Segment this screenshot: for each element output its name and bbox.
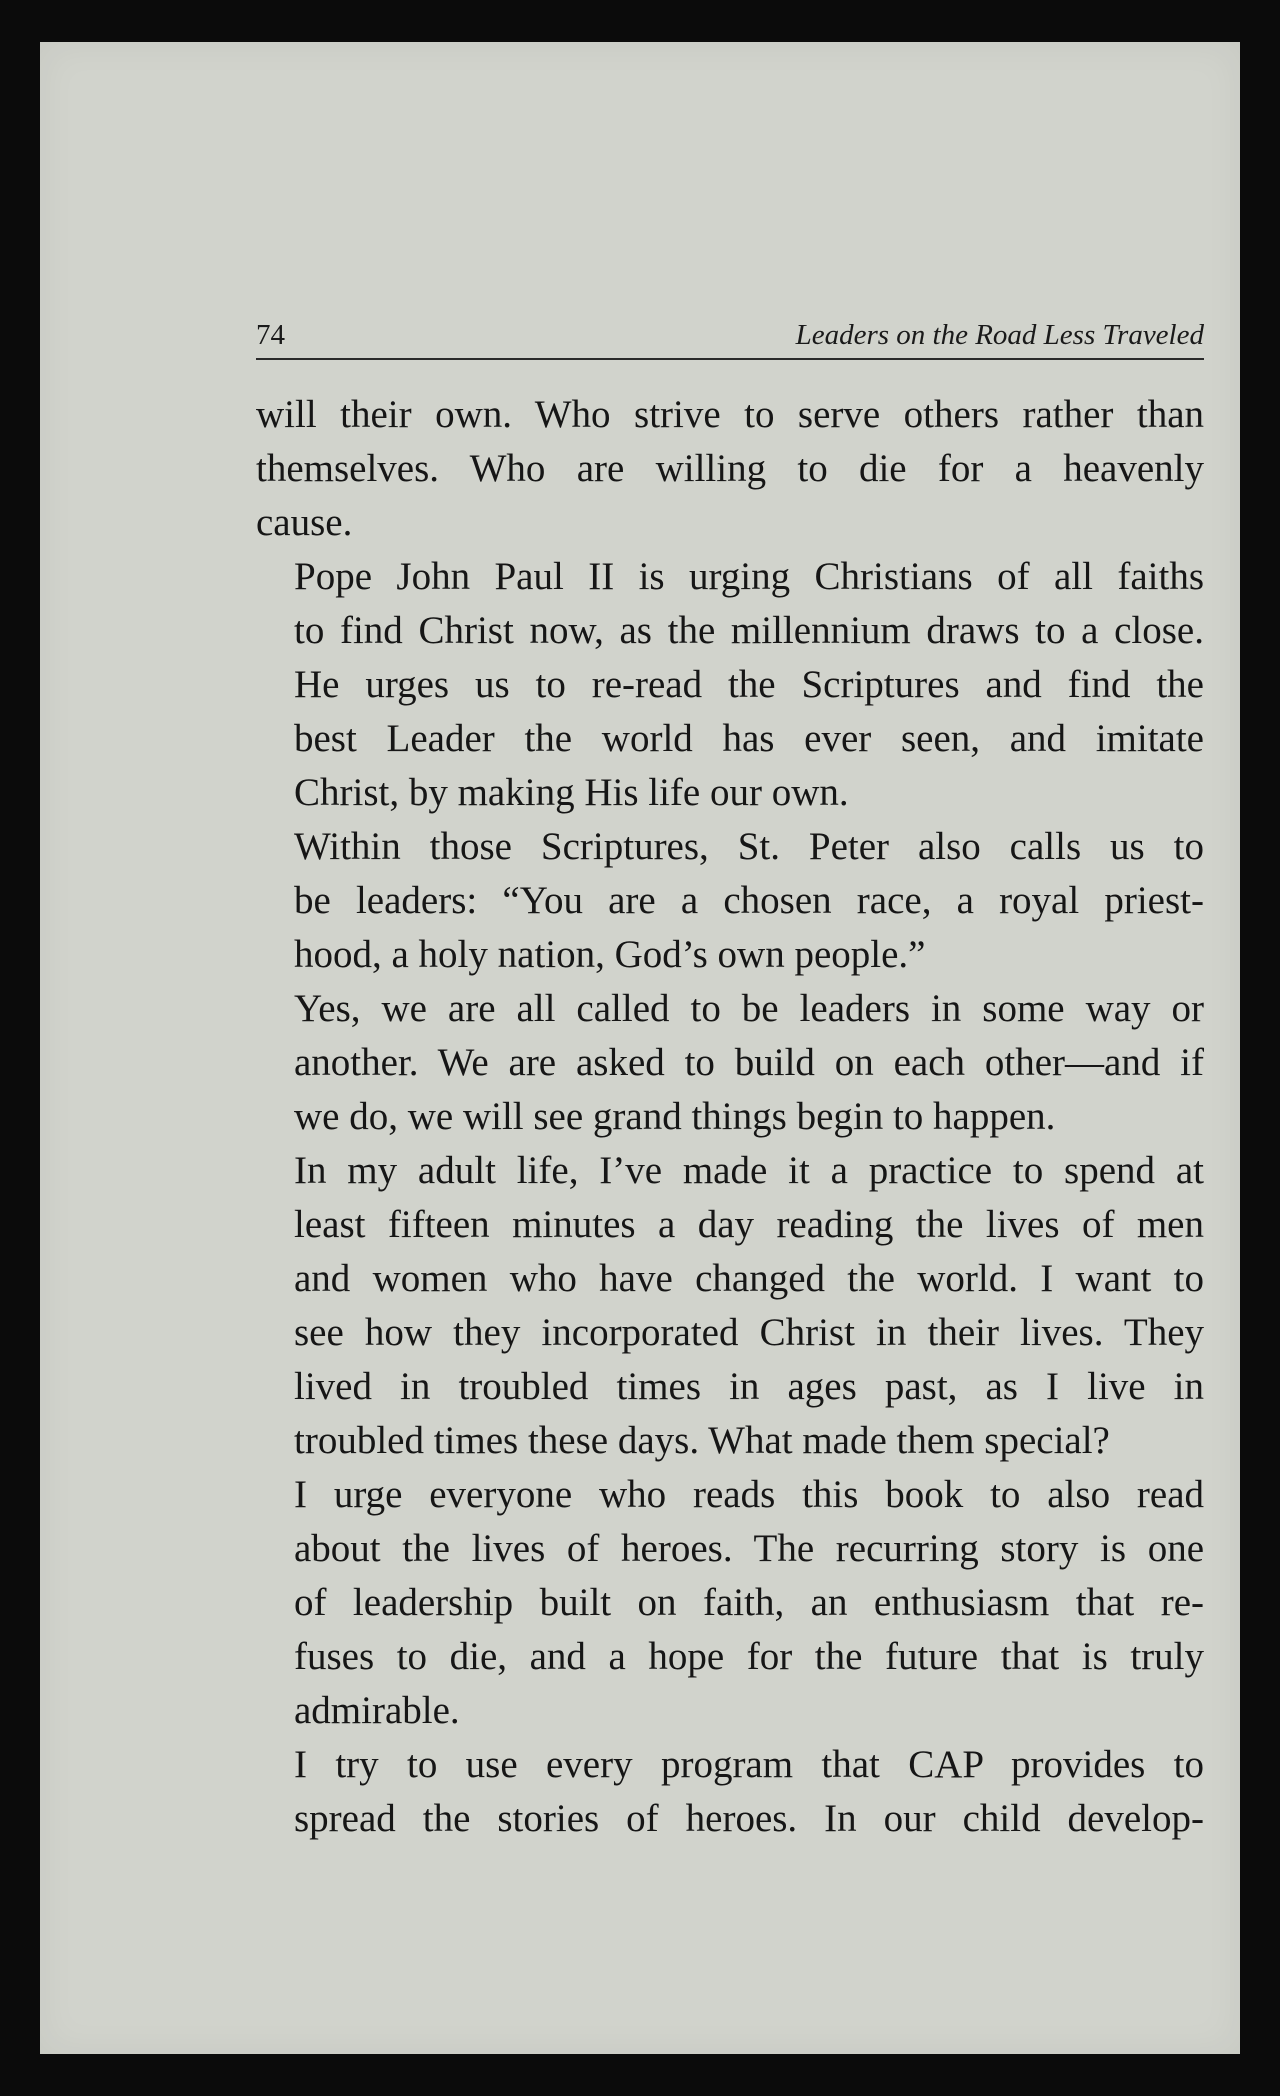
- book-page: [40, 42, 1240, 2054]
- text-line: and women who have changed the world. I want to: [294, 1257, 1204, 1300]
- text-line: Christ, by making His life our own.: [294, 771, 849, 814]
- text-line: In my adult life, I’ve made it a practice to spend at: [294, 1149, 1204, 1192]
- paragraph: [256, 388, 1204, 550]
- text-line: cause.: [256, 501, 353, 544]
- text-line: see how they incorporated Christ in their lives. They: [294, 1311, 1204, 1354]
- text-line: admirable.: [294, 1689, 460, 1732]
- book-title: Leaders on the Road Less Traveled: [795, 319, 1204, 351]
- paragraph: [256, 1144, 1204, 1468]
- paragraph: [256, 550, 1204, 820]
- text-line: another. We are asked to build on each other—and if: [294, 1041, 1204, 1084]
- text-line: I urge everyone who reads this book to also read: [294, 1473, 1204, 1516]
- text-line: least fifteen minutes a day reading the lives of men: [294, 1203, 1204, 1246]
- text-line: Pope John Paul II is urging Christians of all faiths: [294, 555, 1204, 598]
- text-line: about the lives of heroes. The recurring story is one: [294, 1527, 1204, 1570]
- text-line: spread the stories of heroes. In our child develop-: [294, 1797, 1204, 1840]
- paragraph: [256, 1468, 1204, 1738]
- text-line: best Leader the world has ever seen, and imitate: [294, 717, 1204, 760]
- text-line: fuses to die, and a hope for the future that is truly: [294, 1635, 1204, 1678]
- text-line: of leadership built on faith, an enthusiasm that re-: [294, 1581, 1204, 1624]
- text-line: troubled times these days. What made them special?: [294, 1419, 1110, 1462]
- text-line: will their own. Who strive to serve others rather than: [256, 393, 1204, 436]
- page-number: 74: [256, 319, 285, 351]
- text-line: Yes, we are all called to be leaders in some way or: [294, 987, 1204, 1030]
- text-line: themselves. Who are willing to die for a heavenly: [256, 447, 1204, 490]
- body-text: [256, 388, 1204, 1846]
- text-line: He urges us to re-read the Scriptures and find the: [294, 663, 1204, 706]
- text-line: I try to use every program that CAP provides to: [294, 1743, 1204, 1786]
- running-head: [256, 310, 1204, 360]
- paragraph: [256, 982, 1204, 1144]
- paragraph: [256, 1738, 1204, 1846]
- text-line: hood, a holy nation, God’s own people.”: [294, 933, 926, 976]
- text-line: to find Christ now, as the millennium draws to a close.: [294, 609, 1204, 652]
- text-line: be leaders: “You are a chosen race, a royal priest-: [294, 879, 1204, 922]
- paragraph: [256, 820, 1204, 982]
- text-line: lived in troubled times in ages past, as I live in: [294, 1365, 1204, 1408]
- text-line: we do, we will see grand things begin to happen.: [294, 1095, 1056, 1138]
- text-line: Within those Scriptures, St. Peter also calls us to: [294, 825, 1204, 868]
